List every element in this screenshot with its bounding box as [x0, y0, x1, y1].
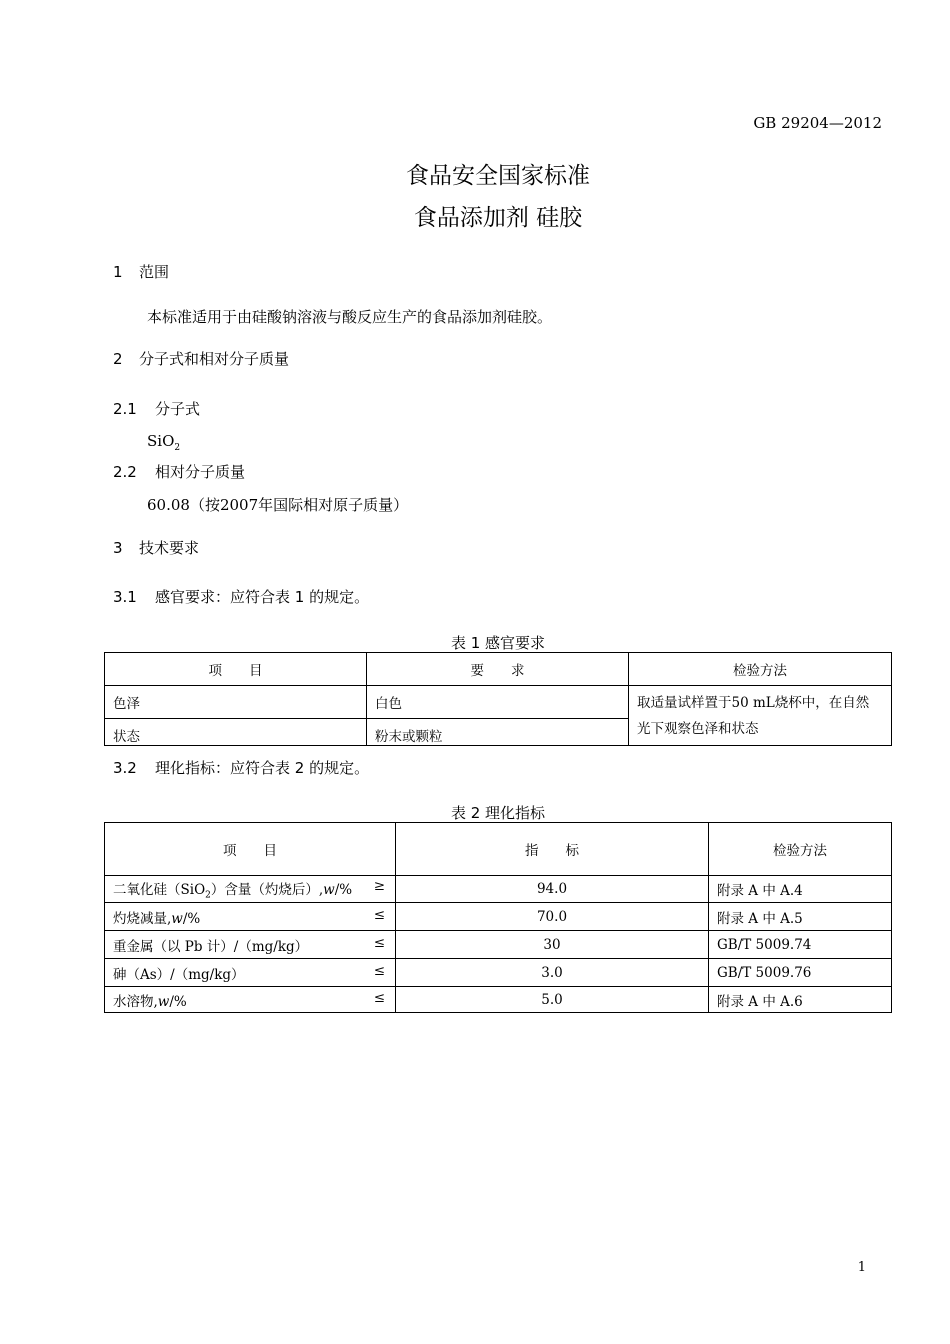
section-1-text: 本标准适用于由硅酸钠溶液与酸反应生产的食品添加剂硅胶。: [147, 308, 553, 326]
section-number: 3.1: [113, 588, 137, 606]
header-item: 项 目: [105, 653, 367, 686]
document-subtitle: 食品添加剂 硅胶: [413, 205, 583, 231]
comparison-symbol: ≤: [373, 934, 385, 951]
table-1-sensory: [104, 652, 892, 746]
header-method: 检验方法: [709, 823, 892, 876]
header-method: 检验方法: [629, 653, 892, 686]
section-1-heading: [113, 261, 169, 282]
section-title: 分子式和相对分子质量: [139, 350, 290, 368]
cell-value: 70.0: [396, 903, 709, 931]
section-title: 感官要求：应符合表 1 的规定。: [155, 588, 370, 606]
section-3-heading: [113, 537, 199, 558]
cell-method: 附录 A 中 A.4: [709, 876, 892, 903]
molecular-formula: SiO$_2$: [147, 432, 181, 453]
cell-item: 色泽: [105, 686, 367, 719]
table-row: [105, 959, 892, 987]
molecular-mass: 60.08（按2007年国际相对原子质量）: [147, 496, 409, 514]
section-2-1-heading: [113, 398, 200, 419]
header-indicator: 指 标: [396, 823, 709, 876]
table-1-caption: 表 1 感官要求: [450, 634, 546, 652]
cell-method: GB/T 5009.76: [709, 959, 892, 987]
table-row: [105, 931, 892, 959]
section-number: 2.2: [113, 463, 137, 481]
cell-method: 取适量试样置于50 mL烧杯中，在自然 光下观察色泽和状态: [629, 686, 892, 746]
section-title: 分子式: [155, 400, 201, 418]
cell-requirement: 白色: [367, 686, 629, 719]
section-title: 范围: [139, 263, 170, 281]
cell-item: 水溶物,w/% ≤: [105, 987, 396, 1013]
table-row: [105, 903, 892, 931]
standard-code: GB 29204—2012: [753, 114, 882, 132]
cell-item: 重金属（以 Pb 计）/（mg/kg） ≤: [105, 931, 396, 959]
header-requirement: 要 求: [367, 653, 629, 686]
section-number: 1: [113, 263, 123, 281]
section-3-2-heading: [113, 757, 369, 778]
comparison-symbol: ≤: [373, 962, 385, 979]
table-2-caption: 表 2 理化指标: [450, 804, 546, 822]
cell-method: 附录 A 中 A.5: [709, 903, 892, 931]
section-number: 2.1: [113, 400, 137, 418]
cell-requirement: 粉末或颗粒: [367, 719, 629, 746]
table-row: [105, 987, 892, 1013]
header-item: 项 目: [105, 823, 396, 876]
cell-item: 状态: [105, 719, 367, 746]
section-number: 3: [113, 539, 123, 557]
table-row: [105, 876, 892, 903]
document-title: 食品安全国家标准: [406, 163, 590, 189]
section-2-2-heading: [113, 461, 245, 482]
cell-item: 砷（As）/（mg/kg） ≤: [105, 959, 396, 987]
section-title: 理化指标：应符合表 2 的规定。: [155, 759, 370, 777]
cell-value: 3.0: [396, 959, 709, 987]
cell-value: 94.0: [396, 876, 709, 903]
section-number: 2: [113, 350, 123, 368]
table-header-row: [105, 823, 892, 876]
comparison-symbol: ≤: [373, 989, 385, 1006]
page-number: 1: [857, 1260, 866, 1275]
comparison-symbol: ≤: [373, 906, 385, 923]
section-title: 技术要求: [139, 539, 200, 557]
cell-item: 二氧化硅（SiO$_2$）含量（灼烧后）,w/% ≥: [105, 876, 396, 903]
table-2-physicochemical: [104, 822, 892, 1013]
table-header-row: [105, 653, 892, 686]
cell-value: 5.0: [396, 987, 709, 1013]
cell-method: 附录 A 中 A.6: [709, 987, 892, 1013]
section-3-1-heading: [113, 586, 369, 607]
cell-method: GB/T 5009.74: [709, 931, 892, 959]
section-title: 相对分子质量: [155, 463, 246, 481]
comparison-symbol: ≥: [373, 877, 385, 894]
table-row: [105, 686, 892, 719]
section-2-heading: [113, 348, 289, 369]
cell-value: 30: [396, 931, 709, 959]
cell-item: 灼烧减量,w/% ≤: [105, 903, 396, 931]
section-number: 3.2: [113, 759, 137, 777]
